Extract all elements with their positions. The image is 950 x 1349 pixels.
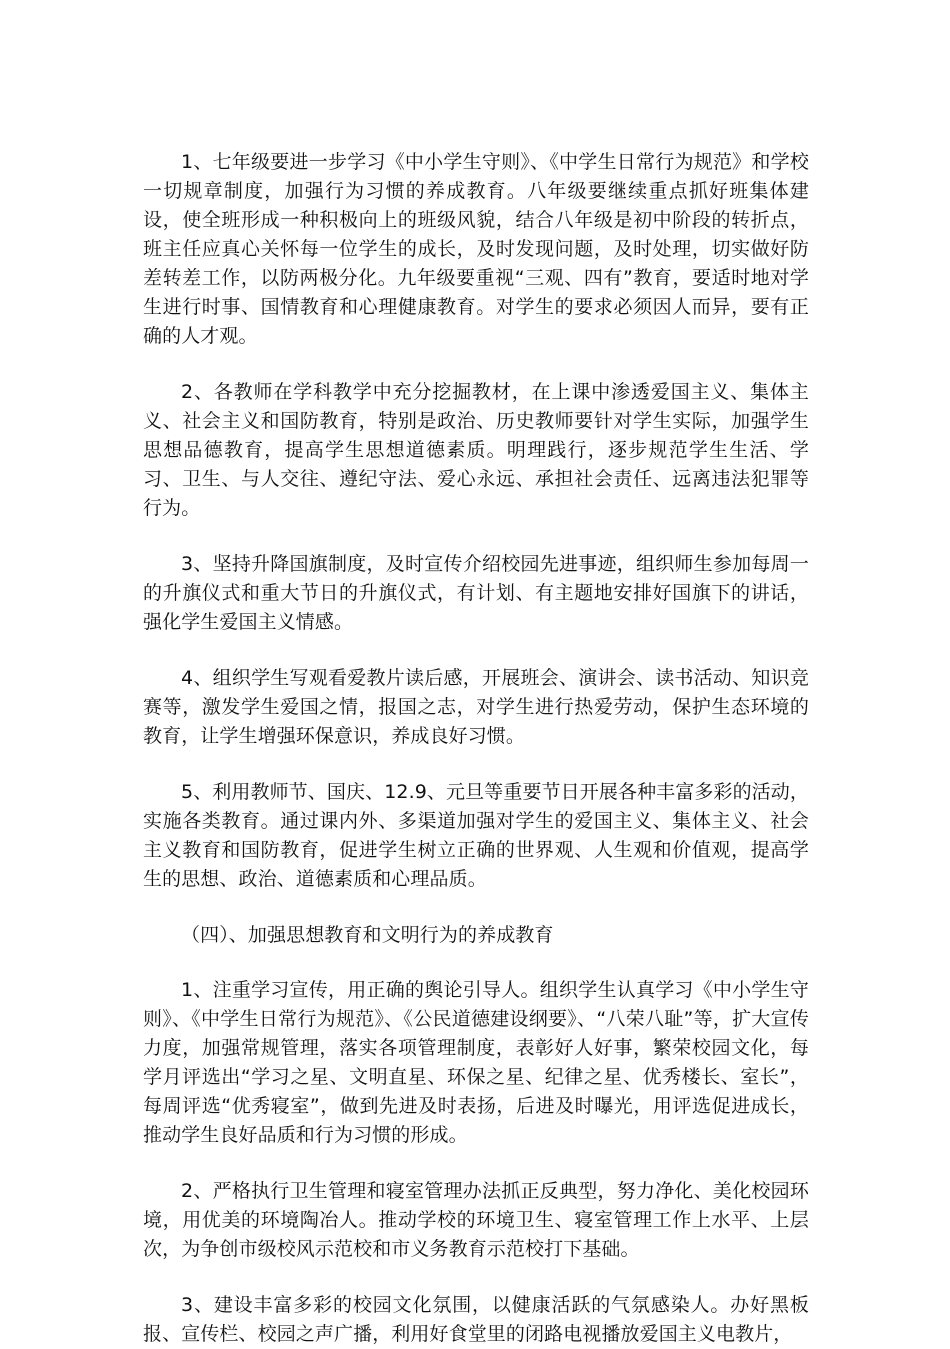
document-body xyxy=(143,148,809,1349)
paragraph-holiday-education: 5、利用教师节、国庆、12.9、元旦等重要节日开展各种丰富多彩的活动，实施各类教育。通过课内外、多渠道加强对学生的爱国主义、集体主义、社会主义教育和国防教育，促进学生树立正确的世界观、人生观和价值观，提高学生的思想、政治、道德素质和心理品质。 xyxy=(143,781,809,890)
paragraph-grade-requirements: 1、七年级要进一步学习《中小学生守则》、《中学生日常行为规范》和学校一切规章制度，加强行为习惯的养成教育。八年级要继续重点抓好班集体建设，使全班形成一种积极向上的班级风貌，结合八年级是初中阶段的转折点，班主任应真心关怀每一位学生的成长，及时发现问题，及时处理，切实做好防差转差工作，以防两极分化。九年级要重视“三观、四有”教育，要适时地对学生进行时事、国情教育和心理健康教育。对学生的要求必须因人而异，要有正确的人才观。 xyxy=(143,151,809,347)
paragraph-flag-ceremony: 3、坚持升降国旗制度，及时宣传介绍校园先进事迹，组织师生参加每周一的升旗仪式和重大节日的升旗仪式，有计划、有主题地安排好国旗下的讲话，强化学生爱国主义情感。 xyxy=(143,553,809,633)
paragraph-study-publicity: 1、注重学习宣传，用正确的舆论引导人。组织学生认真学习《中小学生守则》、《中学生日常行为规范》、《公民道德建设纲要》、“八荣八耻”等，扩大宣传力度，加强常规管理，落实各项管理制度，表彰好人好事，繁荣校园文化，每学月评选出“学习之星、文明直星、环保之星、纪律之星、优秀楼长、室长”，每周评选“优秀寝室”，做到先进及时表扬，后进及时曝光，用评选促进成长，推动学生良好品质和行为习惯的形成。 xyxy=(143,979,809,1146)
paragraph-subject-teaching: 2、各教师在学科教学中充分挖掘教材，在上课中渗透爱国主义、集体主义、社会主义和国防教育，特别是政治、历史教师要针对学生实际，加强学生思想品德教育，提高学生思想道德素质。明理践行，逐步规范学生生活、学习、卫生、与人交往、遵纪守法、爱心永远、承担社会责任、远离违法犯罪等行为。 xyxy=(143,381,809,519)
paragraph-hygiene-management: 2、严格执行卫生管理和寝室管理办法抓正反典型，努力净化、美化校园环境，用优美的环境陶冶人。推动学校的环境卫生、寝室管理工作上水平、上层次，为争创市级校风示范校和市义务教育示范校打下基础。 xyxy=(143,1180,809,1260)
section-heading: （四）、加强思想教育和文明行为的养成教育 xyxy=(181,924,554,946)
paragraph-patriotic-activities: 4、组织学生写观看爱教片读后感，开展班会、演讲会、读书活动、知识竞赛等，激发学生爱国之情，报国之志，对学生进行热爱劳动，保护生态环境的教育，让学生增强环保意识，养成良好习惯。 xyxy=(143,667,809,747)
paragraph-campus-culture: 3、建设丰富多彩的校园文化氛围，以健康活跃的气氛感染人。办好黑板报、宣传栏、校园之声广播，利用好食堂里的闭路电视播放爱国主义电教片， xyxy=(143,1294,809,1345)
